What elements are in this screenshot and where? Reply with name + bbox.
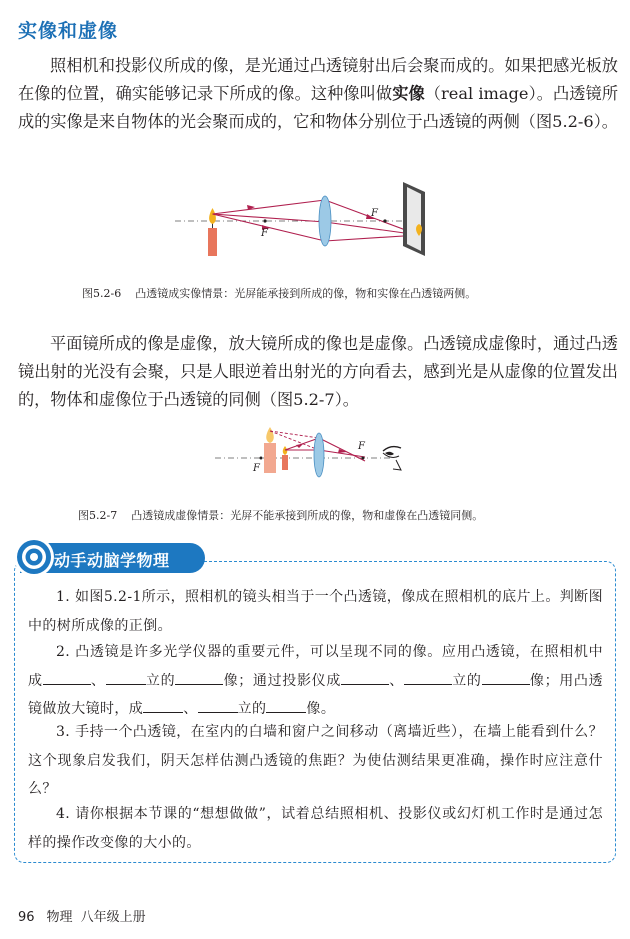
target-icon [14,537,54,577]
term-real-image: 实像 [392,84,425,103]
convex-lens [314,433,324,477]
figure-virtual-image-diagram [215,425,415,480]
question-2 [28,638,603,724]
virtual-image-candle [264,443,276,473]
answer-blank[interactable] [482,671,530,685]
text-li-de: 立的 [145,672,176,689]
subject: 物理 [46,910,73,925]
focal-label-right: F [358,441,365,452]
question-3-text: 3. 手持一个凸透镜，在室内的白墙和窗户之间移动（离墙近些），在墙上能看到什么？这个现象启发我们，阴天怎样估测凸透镜的焦距？为使估测结果更准确，操作时应注意什么？ [28,724,603,797]
text-li-de: 立的 [237,701,267,717]
answer-blank[interactable] [43,671,91,685]
answer-blank[interactable] [198,699,238,713]
figure1-caption-number: 图5.2-6 [82,287,122,300]
question-2-intro: 2. 凸透镜是许多光学仪器的重要元件，可以呈现不同的像。应用凸透镜，在照相机中成 [28,644,603,689]
separator: 、 [90,672,106,689]
text-li-de: 立的 [451,672,482,689]
text-end: 像。 [306,701,336,717]
answer-blank[interactable] [106,671,146,685]
para1-after: （real image）。凸透镜所成的实像是来自物体的光会聚而成的，它和物体分别位于凸透镜的两侧（图5.2-6）。 [18,84,619,131]
candle-object [282,455,288,470]
candle-object [208,228,217,256]
focal-point-right [362,457,365,460]
section-title: 实像和虚像 [18,20,119,42]
paragraph-virtual-image [18,330,618,414]
light-rays [213,200,420,241]
text-xiang2: 像；用凸透镜做放大镜时，成 [28,672,603,717]
grade: 八年级上册 [80,910,146,925]
paragraph-real-image [18,52,618,136]
light-rays [285,438,365,461]
focal-point-left [260,457,263,460]
question-4 [28,800,603,857]
figure-real-image-diagram [175,178,445,258]
para2-text: 平面镜所成的像是虚像，放大镜所成的像也是虚像。凸透镜成虚像时，通过凸透镜出射的光没有会聚，只是人眼逆着出射光的方向看去，感到光是从虚像的位置发出的，物体和虚像位于凸透镜的同侧（图5.2-7）。 [18,334,618,409]
page-number: 96 [18,910,35,925]
figure2-caption [78,508,598,524]
focal-point-right [383,219,386,222]
figure1-caption [82,286,602,302]
question-4-text: 4. 请你根据本节课的“想想做做”，试着总结照相机、投影仪或幻灯机工作时是通过怎样的操作改变像的大小的。 [28,806,603,851]
separator: 、 [183,701,198,717]
page-footer [18,906,146,925]
question-3 [28,718,603,804]
focal-label-right: F [371,208,378,219]
answer-blank[interactable] [341,671,389,685]
answer-blank[interactable] [266,699,306,713]
figure2-caption-text: 凸透镜成虚像情景：光屏不能承接到所成的像，物和虚像在凸透镜同侧。 [131,509,484,522]
separator: 、 [389,672,404,689]
answer-blank[interactable] [143,699,183,713]
figure1-caption-text: 凸透镜成实像情景：光屏能承接到所成的像，物和实像在凸透镜两侧。 [135,287,477,300]
candle-flame [209,208,216,224]
para1-before: 照相机和投影仪所成的像，是光通过凸透镜射出后会聚而成的。如果把感光板放在像的位置，确实能够记录下所成的像。这种像叫做 [18,56,618,103]
answer-blank[interactable] [175,671,223,685]
text-xiang: 像；通过投影仪成 [223,672,341,689]
focal-point-left [263,219,266,222]
figure2-caption-number: 图5.2-7 [78,509,118,522]
answer-blank[interactable] [404,671,452,685]
focal-label-left: F [261,228,268,239]
activity-title: 动手动脑学物理 [54,551,170,570]
convex-lens [319,196,331,246]
question-1 [28,583,603,640]
focal-label-left: F [253,463,260,474]
question-1-text: 1. 如图5.2-1所示，照相机的镜头相当于一个凸透镜，像成在照相机的底片上。判断图中的树所成像的正倒。 [28,589,603,634]
activity-icon [14,537,54,577]
